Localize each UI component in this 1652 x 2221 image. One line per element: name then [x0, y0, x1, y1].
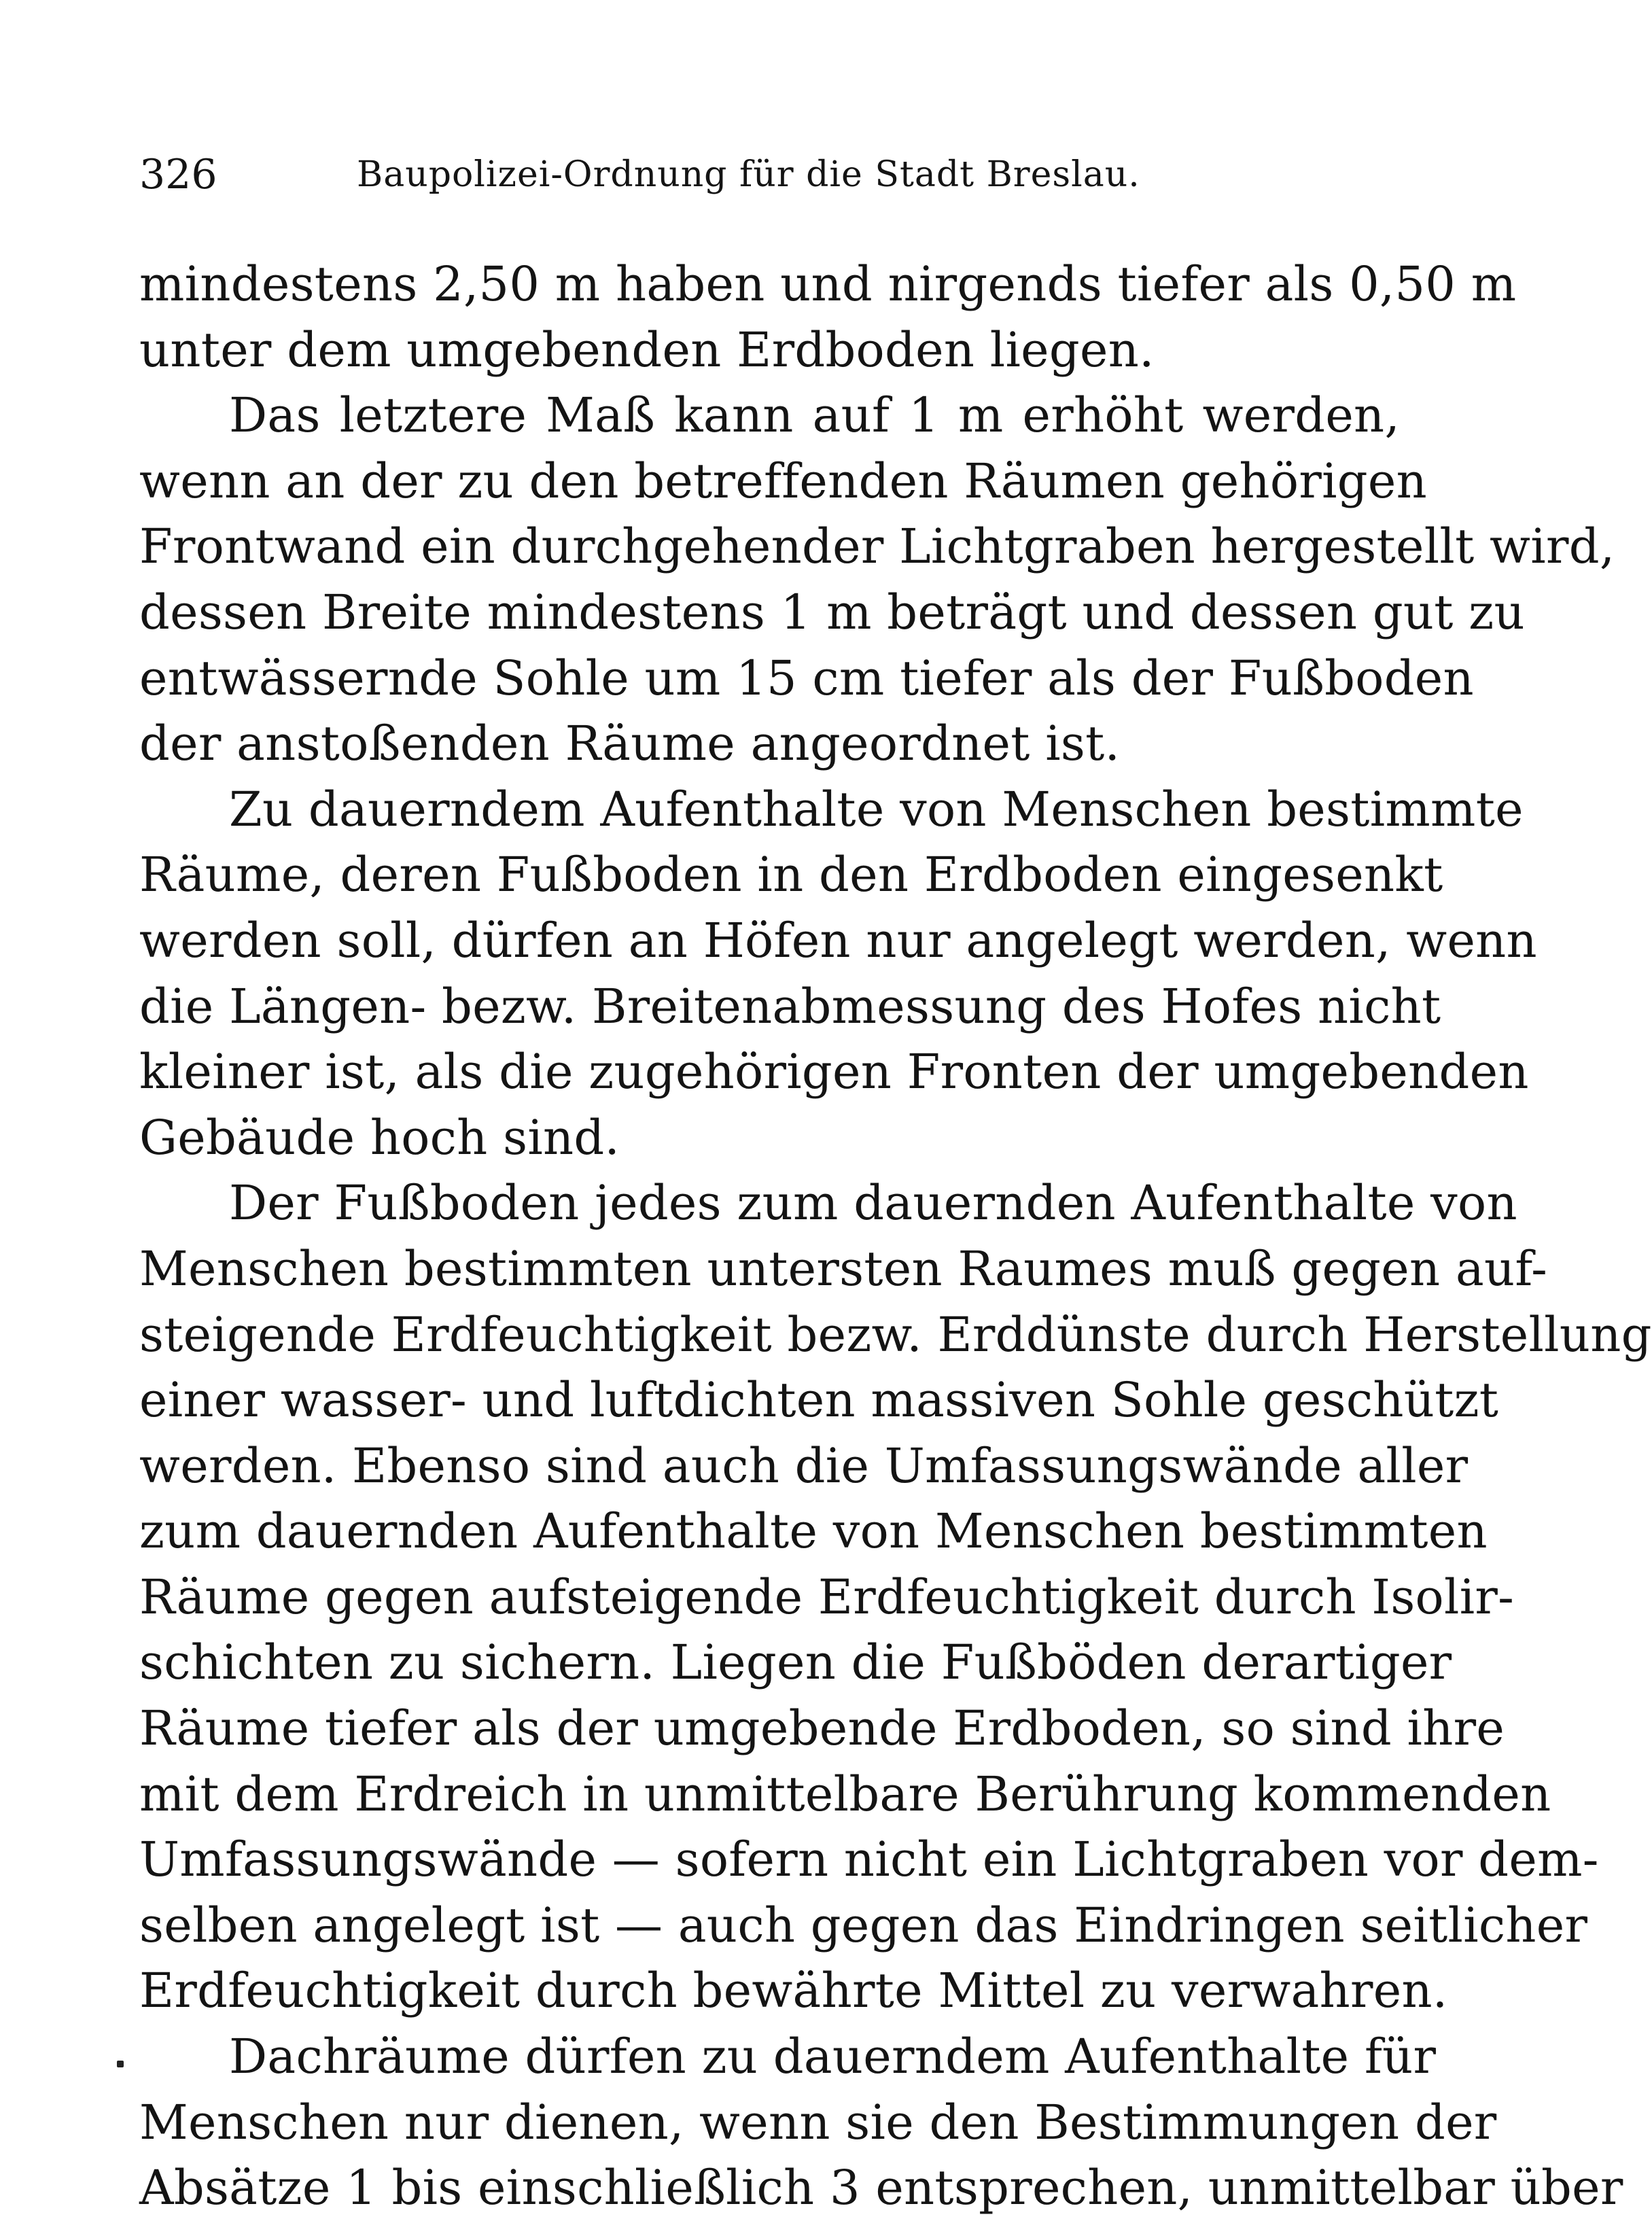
text-line: Räume, deren Fußboden in den Erdboden eingesenkt [139, 847, 1443, 903]
text-line: schichten zu sichern. Liegen die Fußböden derartiger [139, 1634, 1452, 1691]
text-line: Dachräume dürfen zu dauerndem Aufenthalte für [229, 2029, 1437, 2085]
text-line: unter dem umgebenden Erdboden liegen. [139, 321, 1155, 378]
text-line: der anstoßenden Räume angeordnet ist. [139, 716, 1121, 772]
text-line: werden soll, dürfen an Höfen nur angelegt werden, wenn [139, 912, 1537, 968]
text-line: die Längen- bezw. Breitenabmessung des Hofes nicht [139, 978, 1441, 1034]
text-line: selben angelegt ist — auch gegen das Eindringen seitlicher [139, 1897, 1588, 1953]
text-line: Der Fußboden jedes zum dauernden Aufenthalte von [229, 1175, 1517, 1231]
page-header [139, 144, 1383, 205]
text-line: mit dem Erdreich in unmittelbare Berührung kommenden [139, 1766, 1551, 1822]
text-line: mindestens 2,50 m haben und nirgends tiefer als 0,50 m [139, 256, 1517, 312]
text-line: steigende Erdfeuchtigkeit bezw. Erddünste durch Herstellung [139, 1306, 1652, 1363]
text-line: dessen Breite mindestens 1 m beträgt und dessen gut zu [139, 584, 1525, 640]
text-line: entwässernde Sohle um 15 cm tiefer als der Fußboden [139, 650, 1474, 706]
body-text [139, 251, 1652, 2221]
text-line: einer wasser- und luftdichten massiven Sohle geschützt [139, 1372, 1499, 1429]
text-line: werden. Ebenso sind auch die Umfassungswände aller [139, 1437, 1469, 1494]
text-line: wenn an der zu den betreffenden Räumen gehörigen [139, 453, 1427, 509]
ink-mark [117, 2061, 124, 2067]
text-line: zum dauernden Aufenthalte von Menschen bestimmten [139, 1503, 1488, 1560]
text-line: Zu dauerndem Aufenthalte von Menschen bestimmte [229, 781, 1524, 837]
page-number: 326 [139, 151, 217, 198]
text-line: Menschen nur dienen, wenn sie den Bestimmungen der [139, 2094, 1497, 2150]
text-line: Frontwand ein durchgehender Lichtgraben hergestellt wird, [139, 519, 1615, 575]
text-line: Gebäude hoch sind. [139, 1109, 620, 1166]
text-line: Das letztere Maß kann auf 1 m erhöht werden, [229, 387, 1400, 444]
text-line: Umfassungswände — sofern nicht ein Lichtgraben vor dem- [139, 1832, 1599, 1888]
text-line: Menschen bestimmten untersten Raumes muß gegen auf- [139, 1240, 1548, 1297]
text-line: Erdfeuchtigkeit durch bewährte Mittel zu verwahren. [139, 1963, 1448, 2019]
text-line: kleiner ist, als die zugehörigen Fronten der umgebenden [139, 1044, 1529, 1100]
text-line: Räume tiefer als der umgebende Erdboden, so sind ihre [139, 1700, 1505, 1757]
text-line: Absätze 1 bis einschließlich 3 entsprechen, unmittelbar über [139, 2160, 1623, 2216]
text-line: Räume gegen aufsteigende Erdfeuchtigkeit durch Isolir- [139, 1569, 1515, 1625]
running-title: Baupolizei-Ordnung für die Stadt Breslau. [357, 154, 1140, 195]
